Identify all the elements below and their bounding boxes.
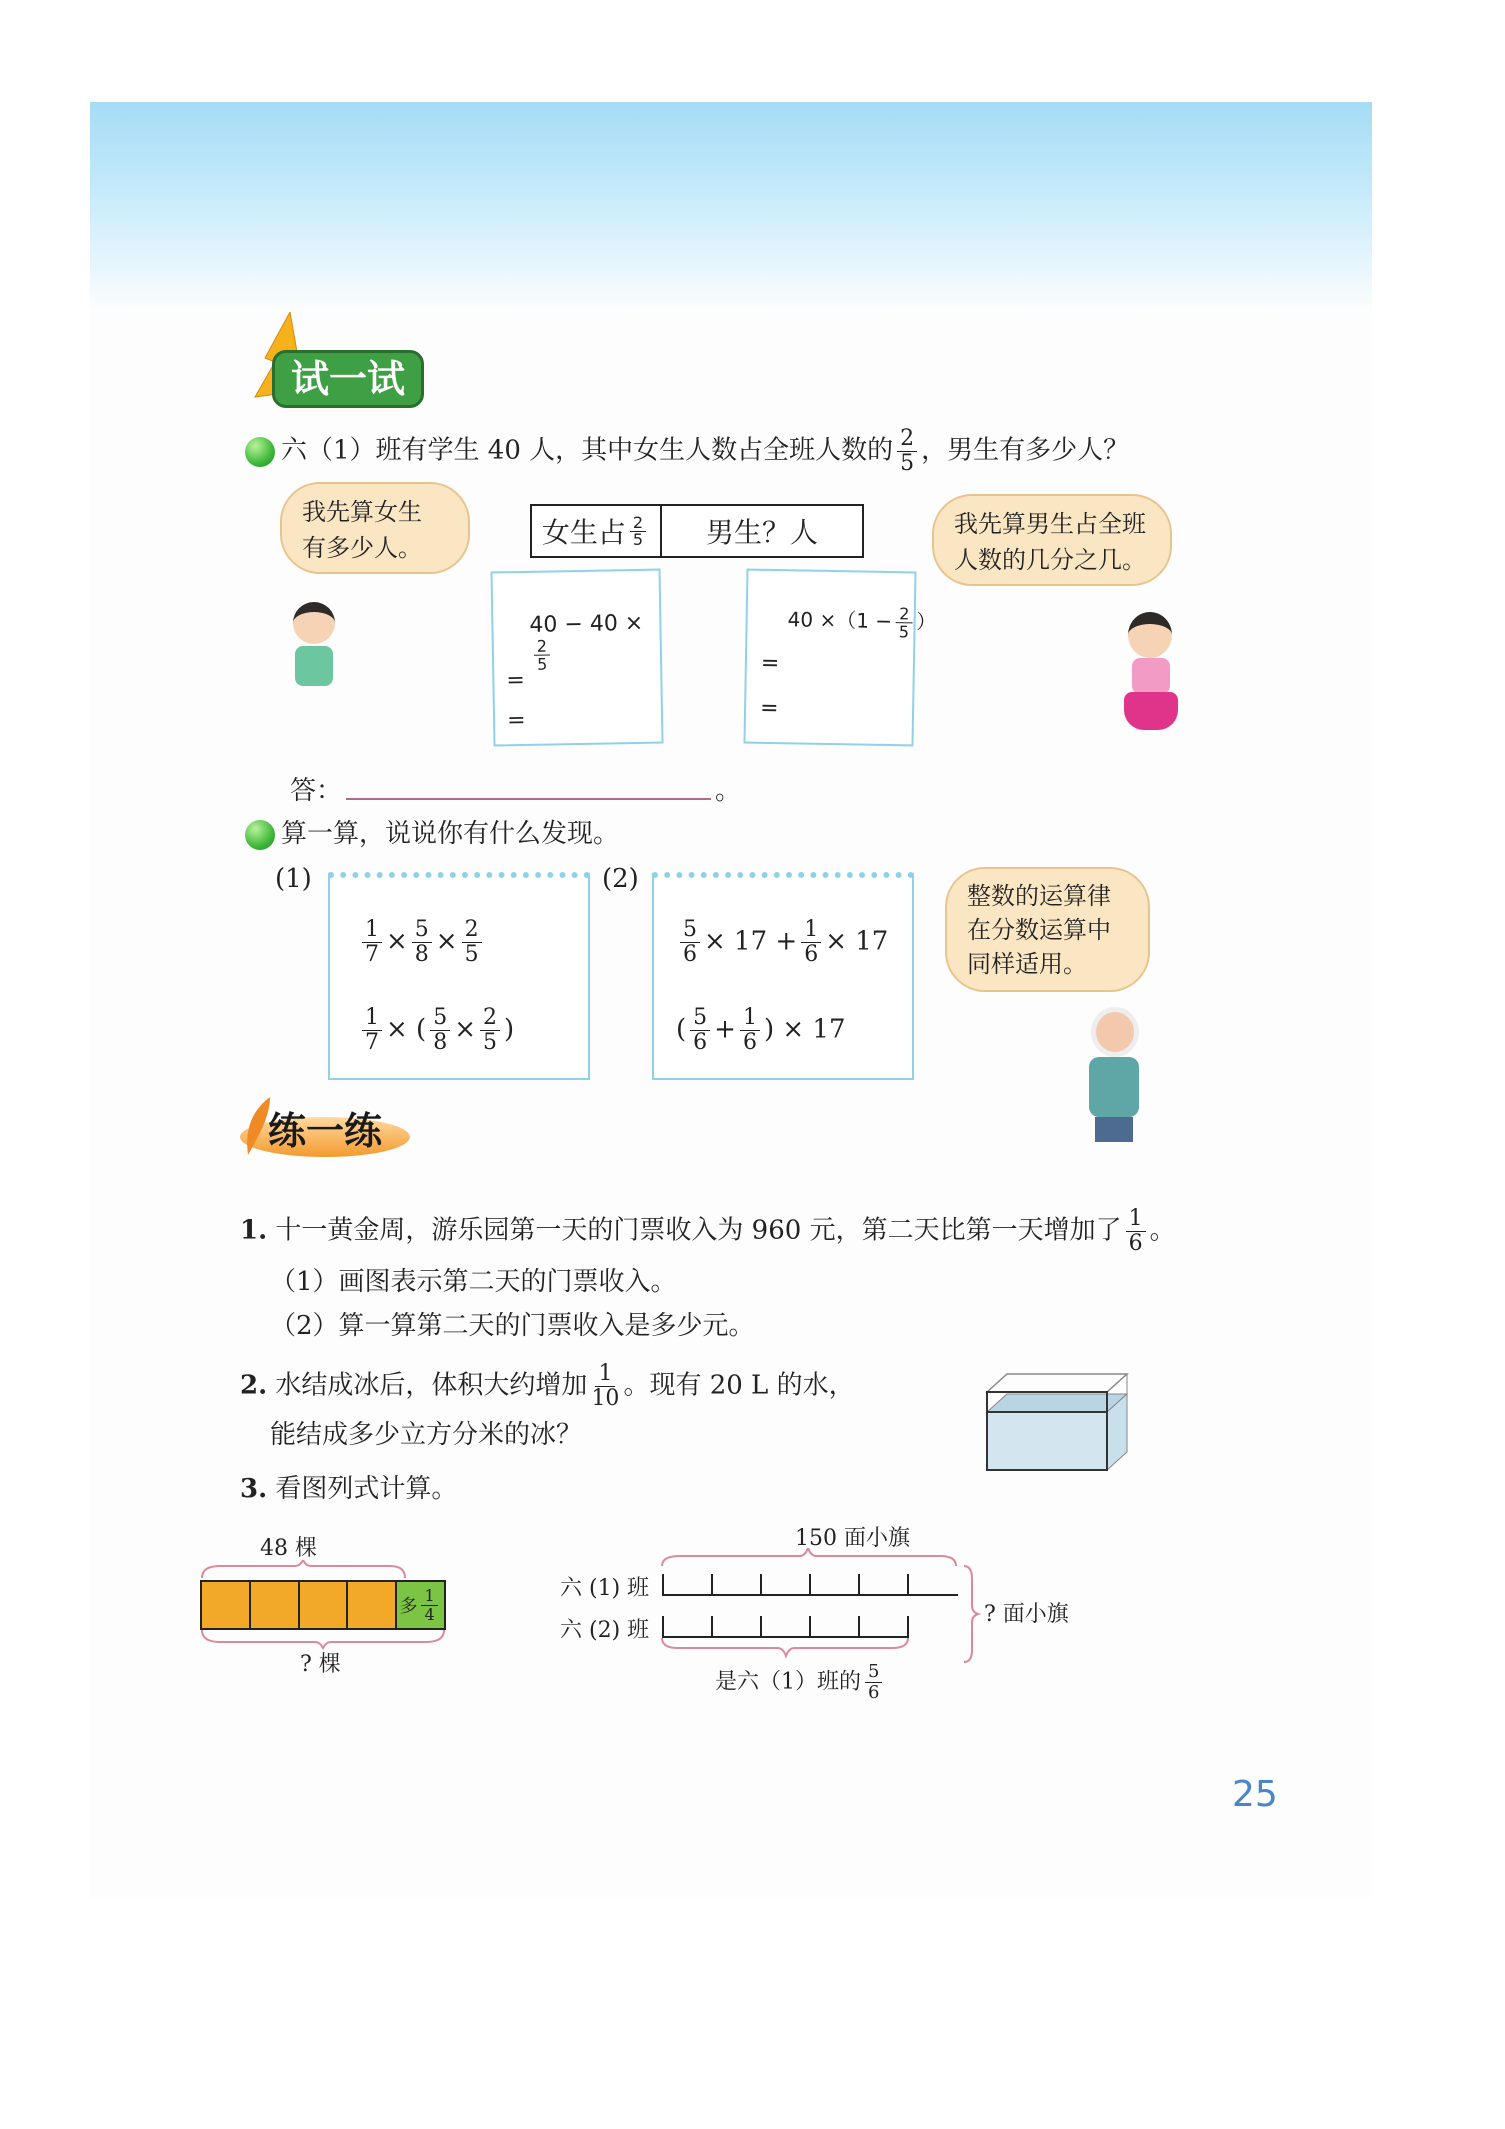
question-2: 算一算，说说你有什么发现。 [245,817,619,851]
bottom-brace [660,1638,912,1660]
problem-1: 1. 十一黄金周，游乐园第一天的门票收入为 960 元，第二天比第一天增加了 $\frac{1}{6}$ 。 [240,1206,1176,1256]
section-title-practice: 练一练 [268,1109,383,1153]
answer-input[interactable] [346,798,711,800]
question-1: 六（1）班有学生 40 人，其中女生人数占全班人数的 $\frac{2}{5}$ ，男生有多少人？ [245,427,1129,476]
boy-illustration [285,602,345,712]
calc-1-line-1: $\frac{1}{7}$ × $\frac{5}{8}$ × $\frac{2}{5}$ [358,918,486,967]
side-brace [962,1564,982,1664]
teacher-illustration [1075,1007,1155,1147]
green-bullet-icon [245,437,275,467]
note-card-left: 40 − 40 × $\frac{2}{5}$ = = [490,569,663,747]
speech-bubble-boy: 我先算女生 有多少人。 [280,482,470,574]
calc-card-2 [652,872,914,1080]
green-bullet-icon [245,820,275,850]
section-title-try: 试一试 [272,350,424,408]
problem-2: 2. 水结成冰后，体积大约增加 $\frac{1}{10}$ 。现有 20 L 的水， [240,1361,855,1411]
sky-header [90,102,1372,312]
tree-bar-diagram: 48 棵 多 $\frac{1}{4}$ ? 棵 [200,1532,460,1672]
girl-illustration [1110,612,1190,742]
top-brace [660,1548,960,1568]
ratio-bar: 女生占 $\frac{2}{5}$ 男生？人 [530,504,864,558]
fraction: $\frac{2}{5}$ [897,427,917,476]
speech-bubble-girl: 我先算男生占全班 人数的几分之几。 [932,494,1172,586]
problem-1-sub-2: （2）算一算第二天的门票收入是多少元。 [270,1311,755,1341]
page-number: 25 [1232,1774,1278,1815]
calc-1-line-2: $\frac{1}{7}$ × ( $\frac{5}{8}$ × $\frac{2}{5}$ ) [358,1006,514,1055]
answer-line: 答： 。 [290,776,742,806]
problem-2-line-2: 能结成多少立方分米的冰？ [270,1420,583,1450]
speech-bubble-teacher: 整数的运算律 在分数运算中 同样适用。 [945,867,1150,992]
note-card-right: 40 ×（1 − $\frac{2}{5}$ ） = = [743,569,916,747]
problem-3: 3. 看图列式计算。 [240,1474,458,1504]
water-tank-illustration [985,1372,1145,1482]
problem-1-sub-1: （1）画图表示第二天的门票收入。 [270,1267,677,1297]
extra-segment: 多 $\frac{1}{4}$ [397,1582,444,1628]
flag-line-diagram: 150 面小旗 六 (1) 班 六 (2) 班 ? 面小旗 是六（1）班的 $\frac{5}{6}$ [560,1526,1069,1703]
bottom-brace [200,1630,450,1650]
textbook-page: 试一试 六（1）班有学生 40 人，其中女生人数占全班人数的 $\frac{2}{5}$ ，男生有多少人？ 我先算女生 有多少人。 我先算男生占全班 人数的几分之几。 女生占 $\frac{2}{5}$ 男生？人 40 − 40 × $\frac{2}{5}$ = = 40 ×（1 − $\frac{2}{5}$ ） = = 答： 。 算一算，说说你有什么发现。 (1) $\frac{1}{7}$ × $\frac{5}{8}$ × $\frac{2}{5}$ $\frac{1}{7}$ × ( $\frac{5}{8}$ × $\frac{2}{5}$ ) (2) $\frac{5}{6}$ × 17 + $\frac{1}{6}$ × 17 ( $\frac{5}{6}$ + $\frac{1}{6}$ ) × 17 整数的运算律 在分数运算中 同样适用。 练一练 1. 十一黄金周，游乐园第一天的门票收入为 960 元，第二天比第一天增加了 $\frac{1}{6}$ 。 （1）画图表示第二天的门票收入。 （2）算一算第二天的门票收入是多少元。 2. 水结成冰后，体积大约增加 $\frac{1}{10}$ 。现有 20 L 的水， 能结成多少立方分米的冰？ 3. 看图列式计算。 48 棵 多 $\frac{1}{4}$ ? 棵 150 面小旗 六 (1) 班 六 (2) 班 ? 面小旗 是六（1）班的 $\frac{5}{6}$ 25 [90,102,1372,1897]
top-brace [200,1560,450,1580]
calc-card-1 [328,872,590,1080]
calc-2-line-2: ( $\frac{5}{6}$ + $\frac{1}{6}$ ) × 17 [676,1005,846,1055]
calc-2-line-1: $\frac{5}{6}$ × 17 + $\frac{1}{6}$ × 17 [676,918,888,967]
